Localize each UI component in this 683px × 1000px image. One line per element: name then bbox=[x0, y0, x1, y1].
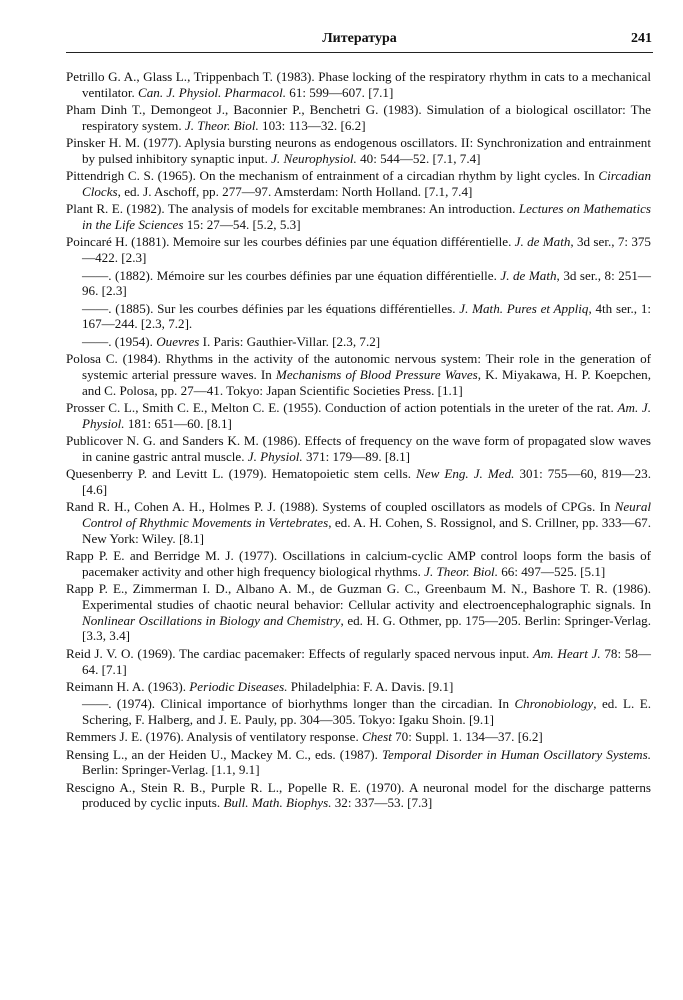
reference-text: 66: 497—525. [5.1] bbox=[497, 563, 606, 579]
reference-source-title: Neural Control of Rhythmic Movements in Vertebrates bbox=[82, 499, 651, 530]
reference-source-title: Periodic Diseases. bbox=[189, 678, 288, 694]
reference-entry-reimann-1963 bbox=[66, 679, 651, 695]
reference-entry-poincare-1954 bbox=[66, 334, 651, 350]
reference-entry-polosa bbox=[66, 351, 651, 398]
reference-entry-pittendrigh bbox=[66, 168, 651, 200]
reference-text: , ed. A. H. Cohen, S. Rossignol, and S. Crillner, pp. 333—67. New York: Wiley. [8.1] bbox=[82, 514, 651, 546]
reference-text: Rand R. H., Cohen A. H., Holmes P. J. (1988). Systems of coupled oscillators as models of CPGs. In bbox=[66, 499, 615, 515]
reference-source-title: J. Neurophysiol. bbox=[271, 150, 357, 166]
reference-source-title: Nonlinear Oscillations in Biology and Chemistry bbox=[82, 612, 341, 628]
reference-text: I. Paris: Gauthier-Villar. [2.3, 7.2] bbox=[199, 333, 381, 349]
reference-text: , K. Miyakawa, H. P. Koepchen, and C. Polosa, pp. 27—41. Tokyo: Japan Scientific Societies Press. [1.1] bbox=[82, 366, 651, 398]
reference-entry-rescigno bbox=[66, 780, 651, 812]
header-title: Литература bbox=[322, 31, 397, 46]
reference-entry-rapp-zimmerman bbox=[66, 581, 651, 644]
reference-text: Prosser C. L., Smith C. E., Melton C. E. (1955). Conduction of action potentials in the ureter of the rat. bbox=[66, 399, 618, 415]
reference-entry-reid bbox=[66, 646, 651, 678]
reference-source-title: J. de Math bbox=[500, 267, 557, 283]
reference-text: Plant R. E. (1982). The analysis of models for excitable membranes: An introduction. bbox=[66, 201, 519, 217]
reference-text: Rapp P. E. and Berridge M. J. (1977). Oscillations in calcium-cyclic AMP control loops form the basis of pacemaker activity and other high frequency biological rhythms. bbox=[66, 548, 651, 579]
reference-source-title: Am. Heart J. bbox=[532, 645, 601, 661]
reference-source-title: Circadian Clocks bbox=[82, 168, 651, 200]
reference-text: Pham Dinh T., Demongeot J., Baconnier P., Benchetri G. (1983). Simulation of a biological oscillator: The respiratory system. bbox=[66, 102, 651, 133]
reference-entry-remmers bbox=[66, 729, 651, 745]
reference-text: Petrillo G. A., Glass L., Trippenbach T. (1983). Phase locking of the respiratory rhythm in cats to a mechanical ventilator. bbox=[66, 69, 651, 100]
page-number: 241 bbox=[631, 31, 652, 46]
reference-text: , 3d ser., 7: 375—422. [2.3] bbox=[82, 234, 651, 266]
reference-source-title: Chronobiology bbox=[514, 696, 594, 712]
reference-source-title: J. de Math bbox=[514, 234, 571, 250]
reference-text: Pinsker H. M. (1977). Aplysia bursting neurons as endogenous oscillators. II: Synchronization and entrainment by pulsed inhibitory synaptic input. bbox=[66, 135, 651, 166]
reference-entry-rensing bbox=[66, 747, 651, 779]
reference-text: , ed. J. Aschoff, pp. 277—97. Amsterdam: North Holland. [7.1, 7.4] bbox=[117, 184, 473, 200]
reference-entry-poincare-1885 bbox=[66, 301, 651, 333]
reference-text: Rapp P. E., Zimmerman I. D., Albano A. M., de Guzman G. C., Greenbaum M. N., Bashore T. R. (1986). Experimental studies of chaotic neural behavior: Cellular activity and electroencephalographic signals. In bbox=[66, 581, 651, 612]
reference-source-title: Ouevres bbox=[156, 333, 200, 349]
reference-list bbox=[66, 69, 651, 813]
reference-text: , 4th ser., 1: 167—244. [2.3, 7.2]. bbox=[82, 300, 652, 332]
reference-text: Reimann H. A. (1963). bbox=[66, 678, 190, 694]
reference-text: Poincaré H. (1881). Memoire sur les courbes définies par une équation différentielle. bbox=[66, 234, 515, 250]
reference-text: , ed. H. G. Othmer, pp. 175—205. Berlin: Springer-Verlag. [3.3, 3.4] bbox=[82, 612, 651, 644]
reference-text: , 3d ser., 8: 251—96. [2.3] bbox=[82, 267, 651, 299]
reference-entry-petrillo bbox=[66, 69, 651, 101]
reference-text: 301: 755—60, 819—23. [4.6] bbox=[82, 466, 651, 497]
reference-entry-pinsker bbox=[66, 135, 651, 167]
reference-source-title: J. Math. Pures et Appliq bbox=[459, 300, 589, 316]
reference-text: ——. (1954). bbox=[82, 333, 157, 349]
reference-source-title: New Eng. J. Med. bbox=[416, 466, 515, 482]
reference-source-title: Bull. Math. Biophys. bbox=[223, 795, 332, 811]
reference-entry-plant bbox=[66, 201, 651, 233]
reference-text: 61: 599—607. [7.1] bbox=[286, 84, 394, 100]
reference-text: , ed. L. E. Schering, F. Halberg, and J. E. Pauly, pp. 304—305. Tokyo: Igaku Shoin. [9.1] bbox=[82, 696, 651, 727]
reference-text: 32: 337—53. [7.3] bbox=[331, 795, 433, 811]
reference-text: 40: 544—52. [7.1, 7.4] bbox=[356, 150, 481, 166]
reference-source-title: J. Theor. Biol. bbox=[184, 117, 259, 133]
reference-source-title: J. Physiol. bbox=[247, 448, 303, 464]
reference-entry-poincare-1881 bbox=[66, 234, 651, 266]
reference-text: Philadelphia: F. A. Davis. [9.1] bbox=[287, 678, 454, 694]
reference-entry-rand bbox=[66, 499, 651, 546]
reference-source-title: Am. J. Physiol. bbox=[82, 399, 651, 431]
reference-text: Rescigno A., Stein R. B., Purple R. L., Popelle R. E. (1970). A neuronal model for the discharge patterns produced by cyclic inputs. bbox=[66, 779, 651, 811]
reference-entry-poincare-1882 bbox=[66, 268, 651, 300]
reference-source-title: Mechanisms of Blood Pressure Waves bbox=[275, 366, 478, 382]
reference-entry-prosser bbox=[66, 400, 651, 432]
reference-text: 181: 651—60. [8.1] bbox=[124, 415, 232, 431]
reference-text: Reid J. V. O. (1969). The cardiac pacemaker: Effects of regularly spaced nervous input. bbox=[66, 645, 533, 661]
reference-text: 371: 179—89. [8.1] bbox=[302, 448, 411, 464]
reference-source-title: Temporal Disorder in Human Oscillatory Systems. bbox=[381, 746, 651, 762]
reference-text: ——. (1882). Mémoire sur les courbes définies par une équation différentielle. bbox=[82, 267, 501, 283]
reference-entry-pham bbox=[66, 102, 651, 134]
reference-text: 15: 27—54. [5.2, 5.3] bbox=[183, 217, 301, 233]
reference-source-title: J. Theor. Biol. bbox=[424, 563, 498, 579]
reference-source-title: Can. J. Physiol. Pharmacol. bbox=[138, 84, 287, 100]
reference-text: Remmers J. E. (1976). Analysis of ventilatory response. bbox=[66, 729, 363, 745]
running-header bbox=[66, 28, 653, 53]
reference-entry-reimann-1974 bbox=[66, 696, 651, 728]
reference-text: Polosa C. (1984). Rhythms in the activity of the autonomic nervous system: Their role in the generation of systemic arterial pressure waves. In bbox=[66, 351, 651, 382]
reference-entry-quesenberry bbox=[66, 466, 651, 498]
reference-text: Rensing L., an der Heiden U., Mackey M. C., eds. (1987). bbox=[66, 746, 382, 762]
reference-entry-publicover bbox=[66, 433, 651, 465]
reference-source-title: Chest bbox=[362, 729, 392, 745]
reference-text: Berlin: Springer-Verlag. [1.1, 9.1] bbox=[82, 762, 260, 778]
reference-text: 103: 113—32. [6.2] bbox=[258, 117, 366, 133]
reference-text: Quesenberry P. and Levitt L. (1979). Hematopoietic stem cells. bbox=[66, 466, 417, 482]
reference-text: ——. (1974). Clinical importance of biorhythms longer than the circadian. In bbox=[82, 696, 515, 712]
reference-text: ——. (1885). Sur les courbes définies par les équations différentielles. bbox=[82, 300, 460, 316]
reference-text: 78: 58—64. [7.1] bbox=[82, 645, 651, 677]
reference-text: Pittendrigh C. S. (1965). On the mechanism of entrainment of a circadian rhythm by light cycles. In bbox=[66, 168, 599, 184]
reference-source-title: Lectures on Mathematics in the Life Sciences bbox=[82, 201, 651, 233]
reference-text: 70: Suppl. 1. 134—37. [6.2] bbox=[391, 729, 543, 745]
reference-entry-rapp-berridge bbox=[66, 548, 651, 580]
reference-text: Publicover N. G. and Sanders K. M. (1986). Effects of frequency on the wave form of propagated slow waves in canine gastric antral muscle. bbox=[66, 433, 651, 464]
